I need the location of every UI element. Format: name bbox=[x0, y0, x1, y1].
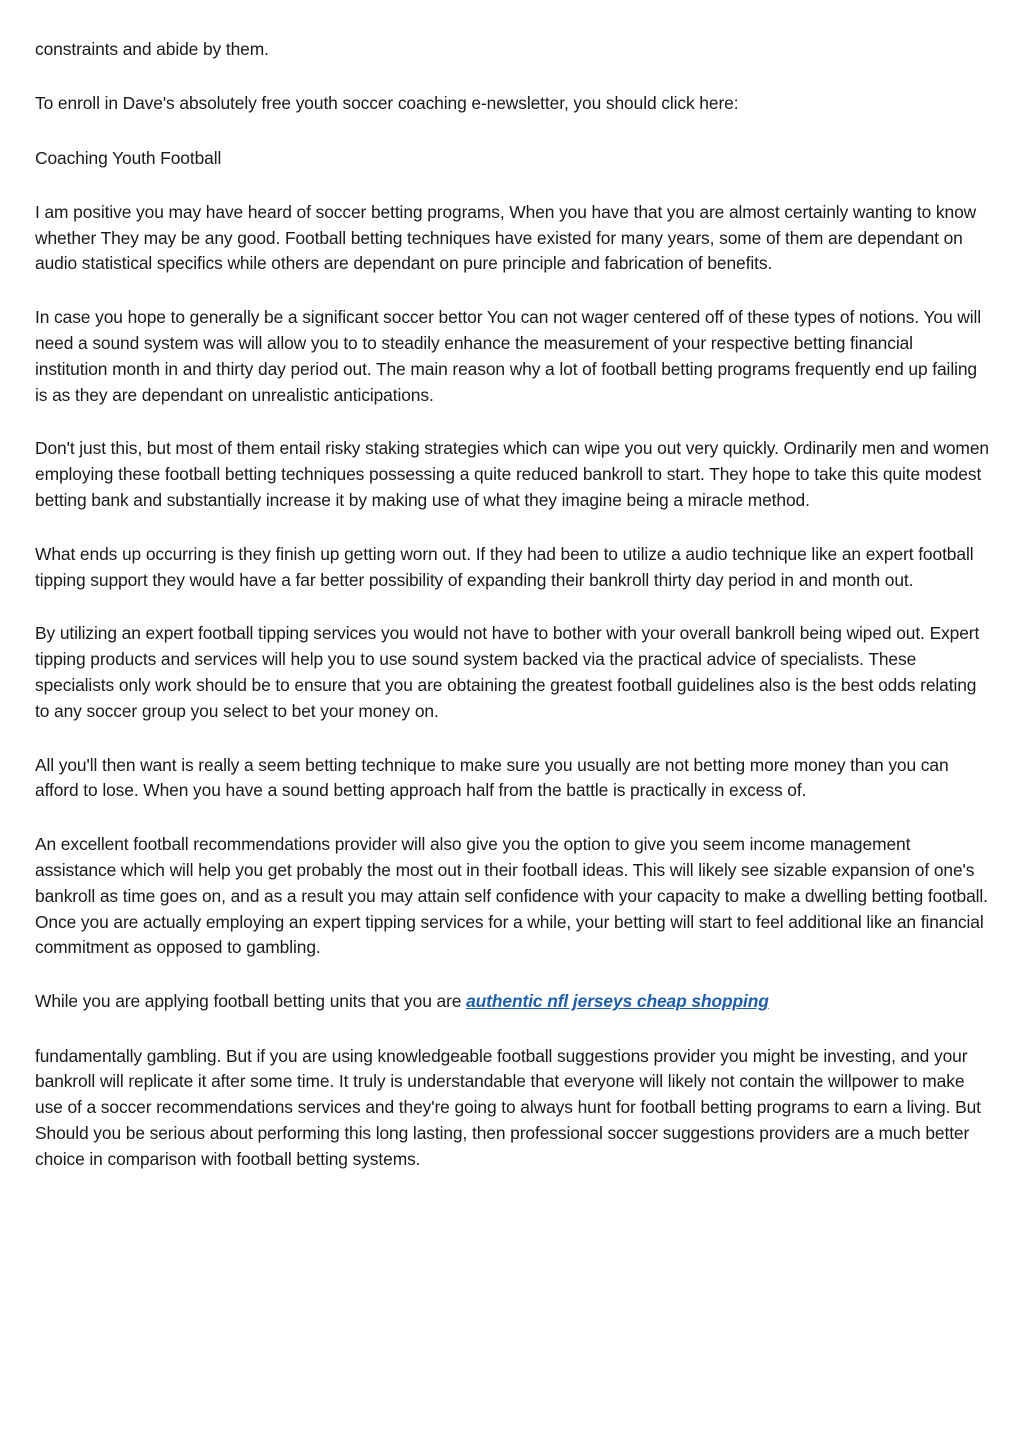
paragraph-fundamentally-gambling: fundamentally gambling. But if you are using knowledgeable football suggestions provider you might be investing, and your bankroll will replicate it after some time. It truly is understandable that everyone will likely not contain the willpower to make use of a soccer recommendations services and they're going to always hunt for football betting programs to earn a living. But Should you be serious about performing this long lasting, then professional soccer suggestions providers are a much better choice in comparison with football betting systems. bbox=[35, 1045, 981, 1169]
paragraph-betting-units bbox=[35, 989, 990, 1015]
paragraph-newsletter-enroll: To enroll in Dave's absolutely free youth soccer coaching e-newsletter, you should click here: bbox=[35, 93, 739, 114]
paragraph-recommendations-provider: An excellent football recommendations provider will also give you the option to give you seem income management assistance which will help you get probably the most out in their football ideas. This will likely see sizable expansion of one's bankroll as time goes on, and as a result you may attain self confidence with your capacity to make a dwelling betting football. Once you are actually employing an expert tipping services for a while, your betting will start to feel additional like an financial commitment as opposed to gambling. bbox=[35, 834, 988, 958]
paragraph-betting-programs-intro: I am positive you may have heard of soccer betting programs, When you have that you are almost certainly wanting to know whether They may be any good. Football betting techniques have existed for many years, some of them are dependant on audio statistical specifics while others are dependant on pure principle and fabrication of benefits. bbox=[35, 201, 977, 274]
paragraph-significant-bettor: In case you hope to generally be a significant soccer bettor You can not wager centered off of these types of notions. You will need a sound system was will allow you to to steadily enhance the measurement of your respective betting financial institution month in and thirty day period out. The main reason why a lot of football betting programs frequently end up failing is as they are dependant on unrealistic anticipations. bbox=[35, 307, 982, 405]
paragraph-worn-out: What ends up occurring is they finish up getting worn out. If they had been to utilize a audio technique like an expert football tipping support they would have a far better possibility of expanding their bankroll thirty day period in and month out. bbox=[35, 543, 974, 590]
paragraph-expert-tipping: By utilizing an expert football tipping services you would not have to bother with your overall bankroll being wiped out. Expert tipping products and services will help you to use sound system backed via the practical advice of specialists. These specialists only work should be to ensure that you are obtaining the greatest football guidelines also is the best odds relating to any soccer group you select to bet your money on. bbox=[35, 623, 980, 721]
paragraph-betting-units-text: While you are applying football betting units that you are bbox=[35, 991, 467, 1012]
paragraph-heading-coaching-youth-football: Coaching Youth Football bbox=[35, 147, 222, 168]
nfl-jerseys-link[interactable]: authentic nfl jerseys cheap shopping bbox=[466, 991, 769, 1012]
paragraph-constraints: constraints and abide by them. bbox=[35, 39, 269, 59]
document-page bbox=[35, 37, 990, 1201]
paragraph-betting-technique: All you'll then want is really a seem betting technique to make sure you usually are not betting more money than you can afford to lose. When you have a sound betting approach half from the battle is practically in excess of. bbox=[35, 754, 949, 801]
paragraph-risky-staking: Don't just this, but most of them entail risky staking strategies which can wipe you out very quickly. Ordinarily men and women employing these football betting techniques possessing a quite reduced bankroll to start. They hope to take this quite modest betting bank and substantially increase it by making use of what they imagine being a miracle method. bbox=[35, 438, 989, 511]
